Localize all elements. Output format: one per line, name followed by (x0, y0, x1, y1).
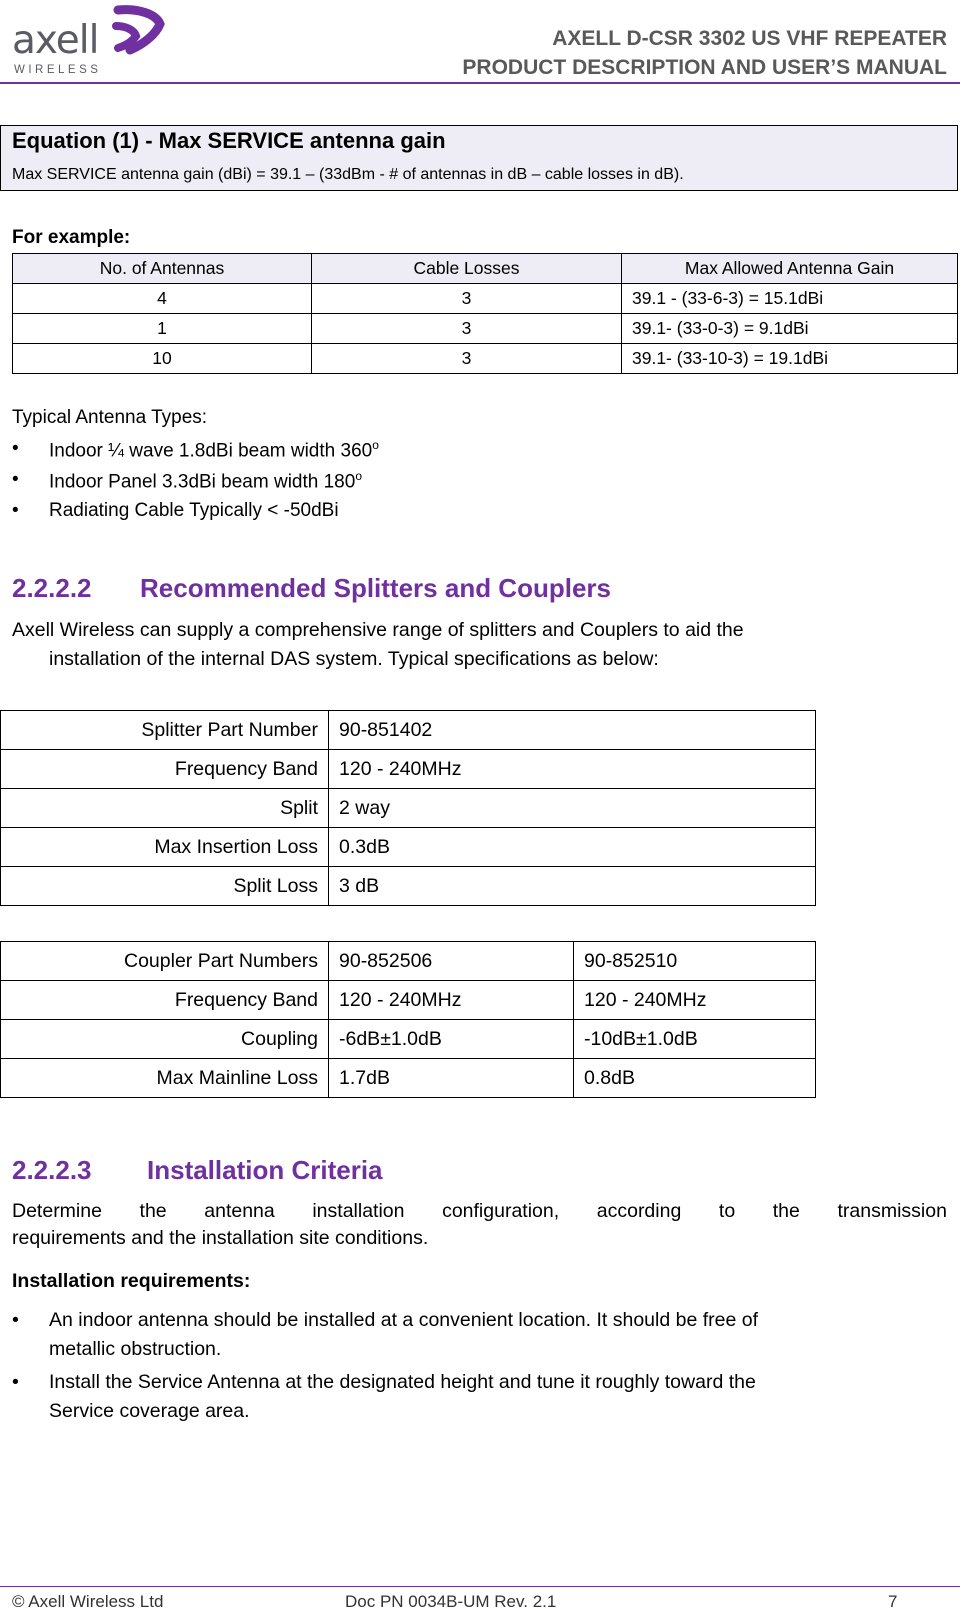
paragraph-line: requirements and the installation site conditions. (12, 1227, 429, 1249)
table-cell: Split Loss (1, 867, 329, 906)
table-cell: 39.1- (33-10-3) = 19.1dBi (622, 344, 958, 374)
word: antenna (204, 1200, 275, 1222)
table-row (13, 284, 958, 314)
table-row (1, 711, 816, 750)
table-row (1, 1059, 816, 1098)
bullet-icon: • (12, 469, 19, 490)
table-cell: 10 (13, 344, 312, 374)
table-cell: 1 (13, 314, 312, 344)
word: according (596, 1200, 682, 1222)
table-cell: 90-852506 (329, 942, 574, 981)
table-cell: Frequency Band (1, 981, 329, 1020)
word: the (139, 1200, 167, 1222)
table-header-row (13, 254, 958, 284)
word: Determine (12, 1200, 102, 1222)
table-cell: 3 (312, 344, 622, 374)
list-item-text: metallic obstruction. (49, 1338, 222, 1360)
axell-logo (12, 4, 162, 78)
table-cell: 39.1 - (33-6-3) = 15.1dBi (622, 284, 958, 314)
word: to (718, 1200, 736, 1222)
paragraph-line (12, 1197, 947, 1226)
list-item (12, 500, 612, 526)
table-cell: Coupler Part Numbers (1, 942, 329, 981)
section-number: 2.2.2.2 (12, 573, 92, 603)
word: installation (312, 1200, 405, 1222)
footer-doc-number: Doc PN 0034B-UM Rev. 2.1 (345, 1592, 557, 1611)
list-item (12, 469, 612, 495)
paragraph-line: Axell Wireless can supply a comprehensive range of splitters and Couplers to aid the (12, 619, 744, 641)
footer-page-number: 7 (888, 1592, 898, 1611)
degree-sign: o (355, 469, 363, 483)
table-cell: 0.8dB (574, 1059, 816, 1098)
list-item-text: An indoor antenna should be installed at a convenient location. It should be free of (49, 1309, 758, 1331)
table-cell: 3 dB (329, 867, 816, 906)
table-cell: Max Insertion Loss (1, 828, 329, 867)
table-row (1, 942, 816, 981)
table-row (13, 344, 958, 374)
table-cell: 4 (13, 284, 312, 314)
table-row (13, 314, 958, 344)
list-item-text: Indoor Panel 3.3dBi beam width 180 (49, 471, 356, 493)
table-row (1, 750, 816, 789)
table-cell: Coupling (1, 1020, 329, 1059)
footer-rule (0, 1586, 960, 1587)
list-item-text: Install the Service Antenna at the designated height and tune it roughly toward the (49, 1371, 756, 1393)
equation-text: Max SERVICE antenna gain (dBi) = 39.1 – (33dBm - # of antennas in dB – cable losses in dB). (12, 166, 684, 183)
table-cell: Splitter Part Number (1, 711, 329, 750)
document-header-title (462, 24, 947, 82)
list-item (12, 438, 612, 464)
bullet-icon: • (12, 1371, 19, 1393)
table-row (1, 1020, 816, 1059)
word: the (772, 1200, 800, 1222)
table-cell: 90-851402 (329, 711, 816, 750)
table-cell: -10dB±1.0dB (574, 1020, 816, 1059)
header-rule (0, 82, 960, 84)
word: transmission (837, 1200, 947, 1222)
bullet-icon: • (12, 438, 19, 459)
antenna-types-title: Typical Antenna Types: (12, 407, 208, 428)
example-table (12, 253, 958, 374)
table-row (1, 867, 816, 906)
table-cell: 3 (312, 314, 622, 344)
section-number: 2.2.2.3 (12, 1155, 92, 1185)
table-row (1, 789, 816, 828)
list-item-text: Service coverage area. (49, 1400, 250, 1422)
requirements-title: Installation requirements: (12, 1270, 251, 1292)
header-cell: Max Allowed Antenna Gain (622, 254, 958, 284)
header-title-line-1: AXELL D-CSR 3302 US VHF REPEATER (552, 27, 947, 50)
table-cell: 3 (312, 284, 622, 314)
table-cell: 2 way (329, 789, 816, 828)
word: configuration, (442, 1200, 560, 1222)
header-title-line-2: PRODUCT DESCRIPTION AND USER’S MANUAL (462, 56, 947, 79)
logo-wordmark: axell (12, 18, 99, 63)
list-item-text: Indoor ¼ wave 1.8dBi beam width 360 (49, 440, 373, 462)
list-item-text: Radiating Cable Typically < -50dBi (49, 500, 339, 521)
table-cell: Split (1, 789, 329, 828)
table-cell: 120 - 240MHz (329, 981, 574, 1020)
splitter-table (0, 710, 816, 906)
table-cell: 39.1- (33-0-3) = 9.1dBi (622, 314, 958, 344)
section-title: Recommended Splitters and Couplers (140, 573, 611, 603)
table-cell: Max Mainline Loss (1, 1059, 329, 1098)
degree-sign: o (372, 438, 379, 452)
header-cell: Cable Losses (312, 254, 622, 284)
table-cell: 1.7dB (329, 1059, 574, 1098)
table-row (1, 981, 816, 1020)
coupler-table (0, 941, 816, 1098)
list-item (12, 1306, 912, 1364)
table-cell: Frequency Band (1, 750, 329, 789)
table-row (1, 828, 816, 867)
logo-subtitle: WIRELESS (14, 64, 102, 76)
header-cell: No. of Antennas (13, 254, 312, 284)
bullet-icon: • (12, 500, 19, 521)
table-cell: 120 - 240MHz (574, 981, 816, 1020)
table-cell: -6dB±1.0dB (329, 1020, 574, 1059)
table-cell: 0.3dB (329, 828, 816, 867)
logo-mark-icon (110, 4, 170, 56)
footer-copyright: © Axell Wireless Ltd (12, 1592, 164, 1611)
paragraph-line: installation of the internal DAS system. Typical specifications as below: (49, 648, 659, 670)
list-item (12, 1368, 912, 1426)
table-cell: 120 - 240MHz (329, 750, 816, 789)
section-title: Installation Criteria (147, 1155, 383, 1185)
example-label: For example: (12, 227, 131, 248)
equation-title: Equation (1) - Max SERVICE antenna gain (12, 128, 446, 153)
bullet-icon: • (12, 1309, 19, 1331)
table-cell: 90-852510 (574, 942, 816, 981)
